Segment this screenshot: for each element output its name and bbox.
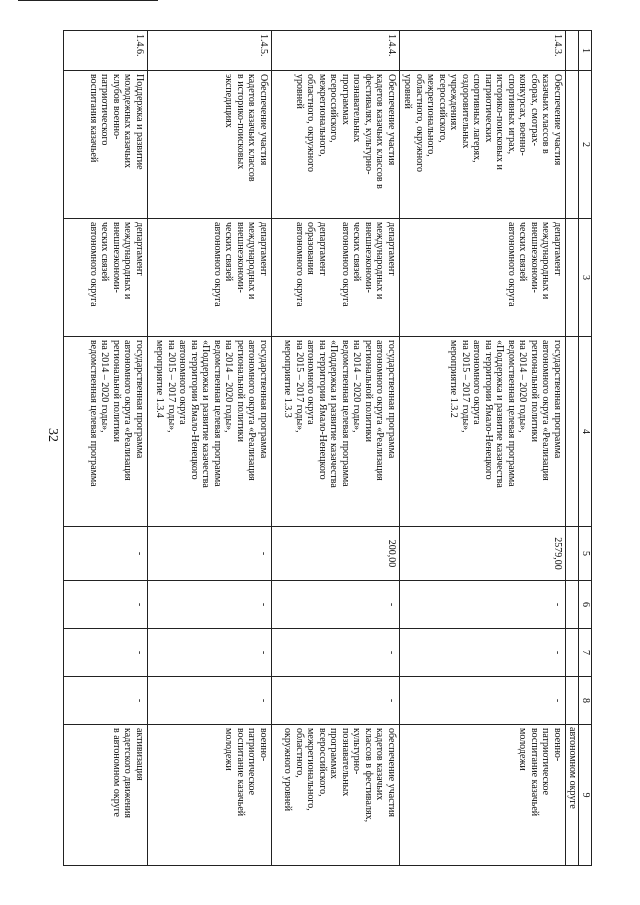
- value-cell: -: [272, 677, 400, 725]
- event-cell: Поддержка и развитие молодежных казачьих клубов военно- патриотического воспитания казачьей: [64, 71, 148, 219]
- source-cell: государственная программа автономного округа «Реализация региональной политики на 2014 – 2020 годы», ведомственная целевая программа «Поддержка и развитие казачества на территории Ямало-Ненецкого автономного округа на 2015 – 2017 годы», мероприятие 1.3.4: [148, 337, 272, 527]
- event-cell: Обеспечение участия казачьих классов в сборах, смотрах- конкурсах, военно- спортивных играх, историко-поисковых и патриотических спортивных лагерях, оздоровительных учреждениях всероссийского, межрегионального, областного, окружного уровней: [400, 71, 566, 219]
- value-cell: -: [272, 581, 400, 629]
- rotated-table-sheet: [72, 30, 592, 865]
- executor-cell: департамент международных и внешнеэкономи- ческих связей автономного округа: [64, 219, 148, 337]
- program-table: [63, 30, 592, 866]
- executor-cell: департамент международных и внешнеэкономи- ческих связей автономного округа: [148, 219, 272, 337]
- value-cell: -: [148, 677, 272, 725]
- value-cell: -: [272, 629, 400, 677]
- table-row: [148, 31, 272, 866]
- value-cell: -: [400, 629, 566, 677]
- header-cell: 9: [579, 725, 592, 866]
- result-cell: активизация кадетского движения в автономном округе: [64, 725, 148, 866]
- result-cell: военно- патриотическое воспитание казачьей молодежи: [400, 725, 566, 866]
- header-cell: 3: [579, 219, 592, 337]
- header-cell: 5: [579, 527, 592, 581]
- value-cell: -: [64, 677, 148, 725]
- row-number: 1.4.3.: [400, 31, 566, 71]
- header-cell: 4: [579, 337, 592, 527]
- executor-cell: департамент международных и внешнеэкономи- ческих связей автономного округа департамент образования автономного округа: [272, 219, 400, 337]
- row-number: 1.4.6.: [64, 31, 148, 71]
- row-number: 1.4.5.: [148, 31, 272, 71]
- result-cell: обеспечение участия кадетов казачьих классов в фестивалях, культурно- познавательных программах всероссийского, межрегионального, областного, окружного уровней: [272, 725, 400, 866]
- source-cell: государственная программа автономного округа «Реализация региональной политики на 2014 – 2020 годы», ведомственная целевая программа «Поддержка и развитие казачества на территории Ямало-Ненецкого автономного округа на 2015 – 2017 годы», мероприятие 1.3.3: [272, 337, 400, 527]
- continuation-row: [566, 31, 579, 866]
- header-cell: 6: [579, 581, 592, 629]
- amount-cell: 2579,00: [400, 527, 566, 581]
- top-corner-rule: [18, 0, 158, 1]
- table-row: [64, 31, 148, 866]
- amount-cell: 200,00: [272, 527, 400, 581]
- header-row: [579, 31, 592, 866]
- value-cell: -: [64, 629, 148, 677]
- amount-cell: -: [64, 527, 148, 581]
- table-row: [272, 31, 400, 866]
- value-cell: -: [148, 581, 272, 629]
- header-cell: 1: [579, 31, 592, 71]
- header-cell: 8: [579, 677, 592, 725]
- value-cell: -: [148, 629, 272, 677]
- event-cell: Обеспечение участия кадетов казачьих классов в историко-поисковых экспедициях: [148, 71, 272, 219]
- value-cell: -: [400, 677, 566, 725]
- amount-cell: -: [148, 527, 272, 581]
- event-cell: Обеспечение участия кадетов казачьих классов в фестивалях, культурно- познавательных программах всероссийского, межрегионального, областного, окружного уровней: [272, 71, 400, 219]
- value-cell: -: [64, 581, 148, 629]
- continuation-cell: автономном округе: [566, 725, 579, 866]
- value-cell: -: [400, 581, 566, 629]
- source-cell: государственная программа автономного округа «Реализация региональной политики на 2014 – 2020 годы», ведомственная целевая программа «Поддержка и развитие казачества на территории Ямало-Ненецкого автономного округа на 2015 – 2017 годы», мероприятие 1.3.2: [400, 337, 566, 527]
- executor-cell: департамент международных и внешнеэкономи- ческих связей автономного округа: [400, 219, 566, 337]
- header-cell: 7: [579, 629, 592, 677]
- result-cell: военно- патриотическое воспитание казачьей молодежи: [148, 725, 272, 866]
- page-number: 32: [45, 428, 60, 442]
- row-number: 1.4.4.: [272, 31, 400, 71]
- source-cell: государственная программа автономного округа «Реализация региональной политики на 2014 – 2020 годы», ведомственная целевая программа: [64, 337, 148, 527]
- header-cell: 2: [579, 71, 592, 219]
- table-row: [400, 31, 566, 866]
